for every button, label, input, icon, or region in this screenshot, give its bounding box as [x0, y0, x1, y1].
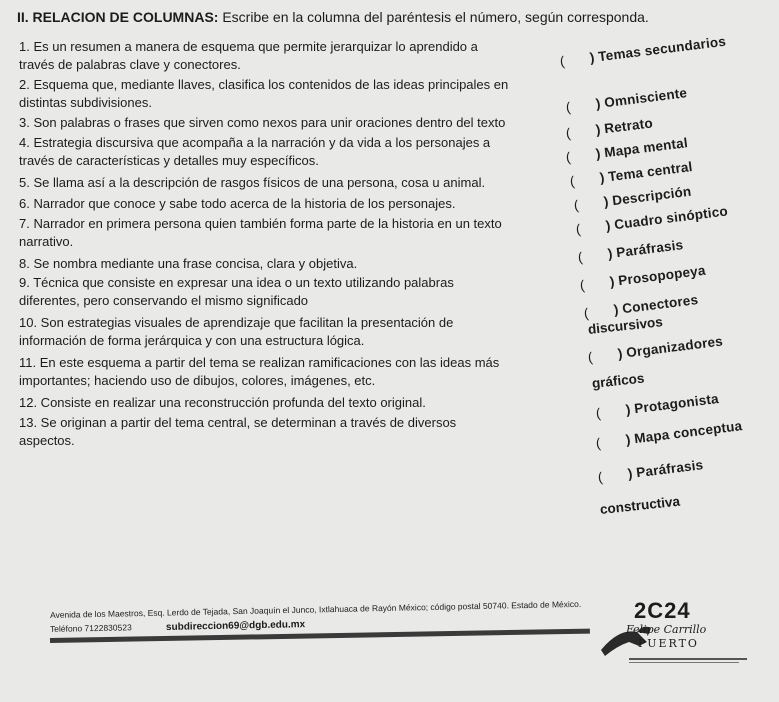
answers-column [559, 33, 775, 540]
answer-protagonista[interactable]: ( ) Protagonista [595, 390, 720, 421]
answer-descripcion[interactable]: ( ) Descripción [573, 183, 693, 213]
question-2: 2. Esquema que, mediante llaves, clasifica los contenidos de las ideas principales en distintas subdivisiones. [19, 77, 509, 110]
answer-cuadro-sinoptico[interactable]: ( ) Cuadro sinóptico [575, 203, 729, 237]
footer-address: Avenida de los Maestros, Esq. Lerdo de Tejada, San Joaquín el Junco, Ixtlahuaca de Rayón México; código postal 50740. Estado de México. [49, 598, 582, 620]
section-instruction: Escribe en la columna del paréntesis el número, según corresponda. [218, 9, 649, 25]
answer-tema-central[interactable]: ( ) Tema central [569, 159, 694, 189]
question-8: 8. Se nombra mediante una frase concisa, clara y objetiva. [19, 256, 358, 271]
question-3: 3. Son palabras o frases que sirven como nexos para unir oraciones dentro del texto [19, 115, 506, 130]
answer-mapa-mental[interactable]: ( ) Mapa mental [565, 135, 689, 165]
footer-email: subdireccion69@dgb.edu.mx [165, 619, 306, 633]
question-5: 5. Se llama así a la descripción de rasgos físicos de una persona, cosa u animal. [19, 175, 486, 190]
question-12: 12. Consiste en realizar una reconstrucción profunda del texto original. [19, 395, 426, 410]
logo-name: Felipe Carrillo [626, 623, 707, 636]
answer-prosopopeya[interactable]: ( ) Prosopopeya [579, 262, 707, 293]
answer-temas-secundarios[interactable]: ( ) Temas secundarios [559, 33, 727, 69]
answer-conectores-cont: discursivos [587, 314, 664, 337]
section-title-bold: II. RELACION DE COLUMNAS: [17, 9, 219, 25]
question-10: 10. Son estrategias visuales de aprendizaje que facilitan la presentación de información de forma jerárquica y con una estructura lógica. [19, 315, 454, 348]
question-1: 1. Es un resumen a manera de esquema que permite jerarquizar lo aprendido a través de palabras clave y conectores. [19, 39, 478, 72]
page-footer [14, 598, 779, 702]
question-9: 9. Técnica que consiste en expresar una idea o un texto utilizando palabras diferentes, pero conservando el mismo significado [19, 275, 454, 308]
question-11: 11. En este esquema a partir del tema se realizan ramificaciones con las ideas más importantes; haciendo uso de dibujos, colores, imágenes, etc. [19, 355, 500, 388]
answer-omnisciente[interactable]: ( ) Omnisciente [565, 85, 688, 115]
answer-parafrasis[interactable]: ( ) Paráfrasis [577, 237, 685, 265]
question-7: 7. Narrador en primera persona quien también forma parte de la historia en un texto narrativo. [19, 216, 502, 249]
answer-mapa-conceptual[interactable]: ( ) Mapa conceptua [595, 418, 744, 451]
section-title [17, 8, 767, 26]
logo-place: PUERTO [638, 637, 699, 650]
logo-year: 2C24 [634, 598, 691, 623]
answer-organizadores-cont: gráficos [591, 370, 646, 391]
answer-conectores[interactable]: ( ) Conectores [583, 292, 699, 321]
footer-phone: Teléfono 7122830523 [49, 622, 132, 634]
question-6: 6. Narrador que conoce y sabe todo acerca de la historia de los personajes. [19, 196, 456, 211]
answer-organizadores[interactable]: ( ) Organizadores [587, 333, 724, 365]
question-4: 4. Estrategia discursiva que acompaña a la narración y da vida a los personajes a través de características y detalles muy específicos. [19, 135, 491, 168]
question-13: 13. Se originan a partir del tema central, se determinan a través de diversos aspectos. [19, 415, 457, 448]
answer-parafrasis-2[interactable]: ( ) Paráfrasis [597, 457, 705, 485]
answer-retrato[interactable]: ( ) Retrato [565, 115, 654, 141]
answer-parafrasis-2-cont: constructiva [599, 493, 681, 517]
